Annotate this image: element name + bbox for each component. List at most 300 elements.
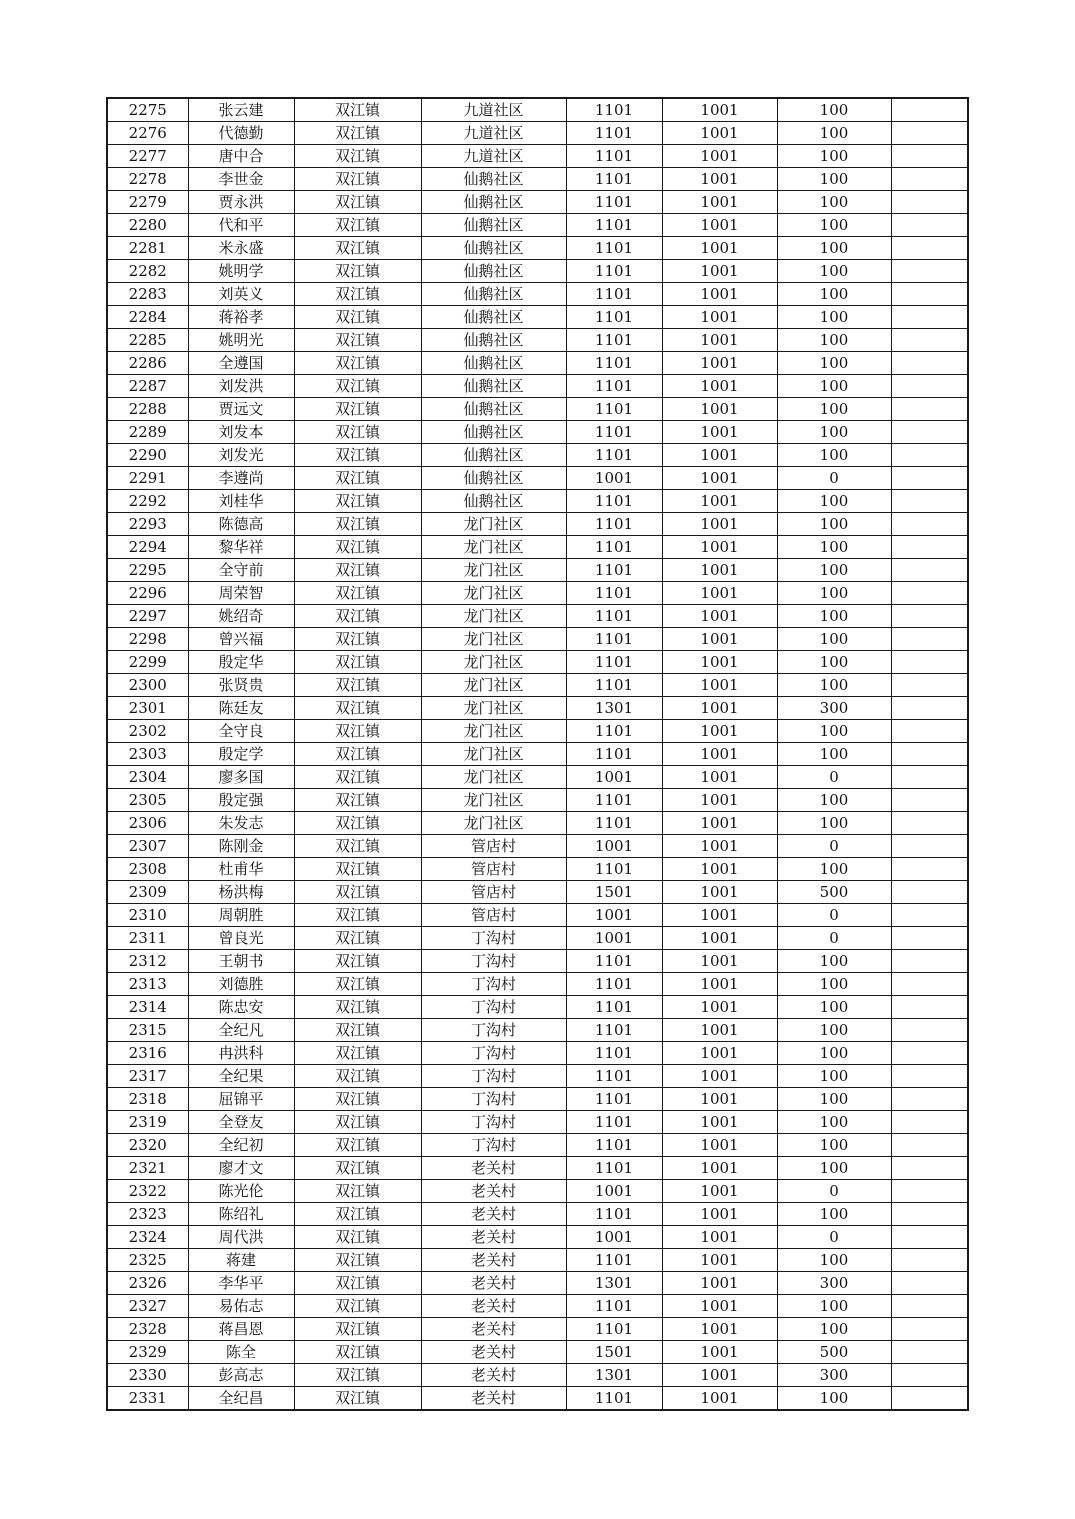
remark-cell	[891, 1111, 968, 1134]
table-row	[107, 904, 968, 927]
town-cell: 双江镇	[294, 1088, 421, 1111]
amount-cell: 100	[777, 1111, 891, 1134]
serial-cell: 2315	[107, 1019, 188, 1042]
amount-cell: 0	[777, 467, 891, 490]
name-cell: 陈廷友	[188, 697, 294, 720]
town-cell: 双江镇	[294, 674, 421, 697]
name-cell: 殷定华	[188, 651, 294, 674]
town-cell: 双江镇	[294, 559, 421, 582]
code-a-cell: 1101	[566, 329, 662, 352]
code-a-cell: 1101	[566, 398, 662, 421]
serial-cell: 2323	[107, 1203, 188, 1226]
amount-cell: 100	[777, 375, 891, 398]
table-row	[107, 812, 968, 835]
code-b-cell: 1001	[662, 743, 777, 766]
remark-cell	[891, 904, 968, 927]
code-b-cell: 1001	[662, 1134, 777, 1157]
amount-cell: 500	[777, 1341, 891, 1364]
name-cell: 全纪凡	[188, 1019, 294, 1042]
town-cell: 双江镇	[294, 283, 421, 306]
amount-cell: 100	[777, 444, 891, 467]
village-cell: 仙鹅社区	[421, 375, 566, 398]
town-cell: 双江镇	[294, 766, 421, 789]
name-cell: 刘桂华	[188, 490, 294, 513]
serial-cell: 2299	[107, 651, 188, 674]
town-cell: 双江镇	[294, 697, 421, 720]
remark-cell	[891, 1203, 968, 1226]
remark-cell	[891, 1157, 968, 1180]
town-cell: 双江镇	[294, 98, 421, 122]
village-cell: 丁沟村	[421, 1134, 566, 1157]
amount-cell: 100	[777, 214, 891, 237]
code-b-cell: 1001	[662, 835, 777, 858]
serial-cell: 2308	[107, 858, 188, 881]
table-row	[107, 1134, 968, 1157]
village-cell: 龙门社区	[421, 766, 566, 789]
serial-cell: 2320	[107, 1134, 188, 1157]
code-a-cell: 1101	[566, 260, 662, 283]
village-cell: 老关村	[421, 1203, 566, 1226]
code-a-cell: 1101	[566, 973, 662, 996]
code-b-cell: 1001	[662, 168, 777, 191]
village-cell: 龙门社区	[421, 697, 566, 720]
serial-cell: 2324	[107, 1226, 188, 1249]
remark-cell	[891, 306, 968, 329]
village-cell: 仙鹅社区	[421, 191, 566, 214]
amount-cell: 100	[777, 398, 891, 421]
serial-cell: 2292	[107, 490, 188, 513]
table-row	[107, 1387, 968, 1411]
code-b-cell: 1001	[662, 766, 777, 789]
name-cell: 陈全	[188, 1341, 294, 1364]
serial-cell: 2285	[107, 329, 188, 352]
code-b-cell: 1001	[662, 1042, 777, 1065]
amount-cell: 0	[777, 1180, 891, 1203]
name-cell: 代和平	[188, 214, 294, 237]
serial-cell: 2328	[107, 1318, 188, 1341]
name-cell: 曾良光	[188, 927, 294, 950]
town-cell: 双江镇	[294, 605, 421, 628]
town-cell: 双江镇	[294, 950, 421, 973]
code-a-cell: 1101	[566, 191, 662, 214]
serial-cell: 2283	[107, 283, 188, 306]
village-cell: 龙门社区	[421, 812, 566, 835]
village-cell: 丁沟村	[421, 950, 566, 973]
code-a-cell: 1101	[566, 214, 662, 237]
code-b-cell: 1001	[662, 145, 777, 168]
serial-cell: 2302	[107, 720, 188, 743]
remark-cell	[891, 214, 968, 237]
code-b-cell: 1001	[662, 1088, 777, 1111]
code-b-cell: 1001	[662, 398, 777, 421]
remark-cell	[891, 1065, 968, 1088]
table-row	[107, 214, 968, 237]
name-cell: 刘发洪	[188, 375, 294, 398]
village-cell: 龙门社区	[421, 605, 566, 628]
remark-cell	[891, 973, 968, 996]
table-row	[107, 1019, 968, 1042]
code-a-cell: 1101	[566, 421, 662, 444]
code-b-cell: 1001	[662, 122, 777, 145]
serial-cell: 2310	[107, 904, 188, 927]
code-b-cell: 1001	[662, 444, 777, 467]
code-b-cell: 1001	[662, 352, 777, 375]
serial-cell: 2276	[107, 122, 188, 145]
table-row	[107, 1180, 968, 1203]
town-cell: 双江镇	[294, 1318, 421, 1341]
town-cell: 双江镇	[294, 191, 421, 214]
name-cell: 唐中合	[188, 145, 294, 168]
remark-cell	[891, 98, 968, 122]
remark-cell	[891, 1387, 968, 1411]
code-a-cell: 1001	[566, 1226, 662, 1249]
serial-cell: 2321	[107, 1157, 188, 1180]
serial-cell: 2295	[107, 559, 188, 582]
name-cell: 陈光伦	[188, 1180, 294, 1203]
remark-cell	[891, 145, 968, 168]
code-a-cell: 1101	[566, 789, 662, 812]
amount-cell: 300	[777, 1364, 891, 1387]
table-row	[107, 98, 968, 122]
amount-cell: 100	[777, 1387, 891, 1411]
code-a-cell: 1001	[566, 467, 662, 490]
name-cell: 易佑志	[188, 1295, 294, 1318]
code-b-cell: 1001	[662, 927, 777, 950]
code-b-cell: 1001	[662, 536, 777, 559]
amount-cell: 0	[777, 904, 891, 927]
village-cell: 九道社区	[421, 98, 566, 122]
serial-cell: 2277	[107, 145, 188, 168]
table-row	[107, 720, 968, 743]
code-b-cell: 1001	[662, 306, 777, 329]
town-cell: 双江镇	[294, 513, 421, 536]
table-row	[107, 444, 968, 467]
code-a-cell: 1101	[566, 1387, 662, 1411]
code-a-cell: 1101	[566, 237, 662, 260]
code-a-cell: 1101	[566, 1249, 662, 1272]
village-cell: 仙鹅社区	[421, 306, 566, 329]
amount-cell: 100	[777, 513, 891, 536]
code-b-cell: 1001	[662, 697, 777, 720]
serial-cell: 2289	[107, 421, 188, 444]
remark-cell	[891, 582, 968, 605]
town-cell: 双江镇	[294, 490, 421, 513]
serial-cell: 2290	[107, 444, 188, 467]
code-a-cell: 1101	[566, 582, 662, 605]
code-a-cell: 1301	[566, 697, 662, 720]
table-row	[107, 283, 968, 306]
name-cell: 陈德高	[188, 513, 294, 536]
name-cell: 全遵国	[188, 352, 294, 375]
code-b-cell: 1001	[662, 1019, 777, 1042]
code-b-cell: 1001	[662, 812, 777, 835]
code-b-cell: 1001	[662, 1111, 777, 1134]
table-row	[107, 1249, 968, 1272]
table-row	[107, 766, 968, 789]
village-cell: 老关村	[421, 1272, 566, 1295]
name-cell: 陈绍礼	[188, 1203, 294, 1226]
table-row	[107, 1203, 968, 1226]
remark-cell	[891, 858, 968, 881]
table-row	[107, 858, 968, 881]
code-a-cell: 1101	[566, 1065, 662, 1088]
table-row	[107, 973, 968, 996]
village-cell: 仙鹅社区	[421, 352, 566, 375]
name-cell: 杨洪梅	[188, 881, 294, 904]
town-cell: 双江镇	[294, 1134, 421, 1157]
name-cell: 殷定强	[188, 789, 294, 812]
amount-cell: 100	[777, 98, 891, 122]
serial-cell: 2322	[107, 1180, 188, 1203]
village-cell: 丁沟村	[421, 1088, 566, 1111]
table-row	[107, 237, 968, 260]
code-a-cell: 1301	[566, 1364, 662, 1387]
code-b-cell: 1001	[662, 1295, 777, 1318]
town-cell: 双江镇	[294, 973, 421, 996]
code-a-cell: 1101	[566, 1042, 662, 1065]
remark-cell	[891, 421, 968, 444]
remark-cell	[891, 1226, 968, 1249]
village-cell: 老关村	[421, 1157, 566, 1180]
data-table	[106, 97, 969, 1411]
town-cell: 双江镇	[294, 858, 421, 881]
serial-cell: 2316	[107, 1042, 188, 1065]
remark-cell	[891, 260, 968, 283]
serial-cell: 2294	[107, 536, 188, 559]
table-row	[107, 927, 968, 950]
serial-cell: 2307	[107, 835, 188, 858]
code-b-cell: 1001	[662, 1180, 777, 1203]
remark-cell	[891, 996, 968, 1019]
village-cell: 老关村	[421, 1249, 566, 1272]
name-cell: 全守前	[188, 559, 294, 582]
code-b-cell: 1001	[662, 904, 777, 927]
serial-cell: 2286	[107, 352, 188, 375]
code-a-cell: 1101	[566, 98, 662, 122]
village-cell: 龙门社区	[421, 559, 566, 582]
serial-cell: 2306	[107, 812, 188, 835]
serial-cell: 2304	[107, 766, 188, 789]
remark-cell	[891, 398, 968, 421]
amount-cell: 300	[777, 697, 891, 720]
amount-cell: 100	[777, 582, 891, 605]
amount-cell: 100	[777, 122, 891, 145]
code-a-cell: 1101	[566, 306, 662, 329]
remark-cell	[891, 444, 968, 467]
name-cell: 米永盛	[188, 237, 294, 260]
remark-cell	[891, 490, 968, 513]
serial-cell: 2275	[107, 98, 188, 122]
code-b-cell: 1001	[662, 881, 777, 904]
remark-cell	[891, 766, 968, 789]
table-row	[107, 1364, 968, 1387]
name-cell: 李华平	[188, 1272, 294, 1295]
village-cell: 老关村	[421, 1364, 566, 1387]
serial-cell: 2317	[107, 1065, 188, 1088]
remark-cell	[891, 237, 968, 260]
amount-cell: 100	[777, 1088, 891, 1111]
name-cell: 李遵尚	[188, 467, 294, 490]
code-a-cell: 1101	[566, 536, 662, 559]
table-row	[107, 191, 968, 214]
village-cell: 龙门社区	[421, 628, 566, 651]
amount-cell: 100	[777, 1042, 891, 1065]
serial-cell: 2301	[107, 697, 188, 720]
town-cell: 双江镇	[294, 1203, 421, 1226]
town-cell: 双江镇	[294, 421, 421, 444]
code-a-cell: 1101	[566, 1203, 662, 1226]
name-cell: 冉洪科	[188, 1042, 294, 1065]
name-cell: 全纪昌	[188, 1387, 294, 1411]
code-a-cell: 1101	[566, 1295, 662, 1318]
serial-cell: 2330	[107, 1364, 188, 1387]
table-body	[107, 98, 968, 1410]
amount-cell: 100	[777, 283, 891, 306]
village-cell: 老关村	[421, 1341, 566, 1364]
village-cell: 丁沟村	[421, 1065, 566, 1088]
code-a-cell: 1101	[566, 812, 662, 835]
name-cell: 廖多国	[188, 766, 294, 789]
amount-cell: 100	[777, 168, 891, 191]
code-a-cell: 1101	[566, 1318, 662, 1341]
serial-cell: 2326	[107, 1272, 188, 1295]
remark-cell	[891, 881, 968, 904]
remark-cell	[891, 743, 968, 766]
code-b-cell: 1001	[662, 858, 777, 881]
name-cell: 全纪初	[188, 1134, 294, 1157]
table-row	[107, 1042, 968, 1065]
code-a-cell: 1101	[566, 651, 662, 674]
amount-cell: 100	[777, 950, 891, 973]
town-cell: 双江镇	[294, 1180, 421, 1203]
code-a-cell: 1101	[566, 628, 662, 651]
code-b-cell: 1001	[662, 421, 777, 444]
town-cell: 双江镇	[294, 1019, 421, 1042]
amount-cell: 100	[777, 490, 891, 513]
name-cell: 朱发志	[188, 812, 294, 835]
amount-cell: 100	[777, 306, 891, 329]
town-cell: 双江镇	[294, 743, 421, 766]
town-cell: 双江镇	[294, 904, 421, 927]
village-cell: 龙门社区	[421, 674, 566, 697]
amount-cell: 100	[777, 352, 891, 375]
code-a-cell: 1101	[566, 950, 662, 973]
amount-cell: 0	[777, 927, 891, 950]
remark-cell	[891, 789, 968, 812]
table-row	[107, 605, 968, 628]
code-a-cell: 1001	[566, 1180, 662, 1203]
serial-cell: 2309	[107, 881, 188, 904]
remark-cell	[891, 674, 968, 697]
village-cell: 丁沟村	[421, 1042, 566, 1065]
code-b-cell: 1001	[662, 559, 777, 582]
town-cell: 双江镇	[294, 329, 421, 352]
amount-cell: 100	[777, 628, 891, 651]
town-cell: 双江镇	[294, 306, 421, 329]
table-row	[107, 1295, 968, 1318]
remark-cell	[891, 1364, 968, 1387]
code-a-cell: 1001	[566, 766, 662, 789]
code-a-cell: 1001	[566, 927, 662, 950]
name-cell: 陈忠安	[188, 996, 294, 1019]
name-cell: 张贤贵	[188, 674, 294, 697]
amount-cell: 500	[777, 881, 891, 904]
table-row	[107, 582, 968, 605]
code-b-cell: 1001	[662, 605, 777, 628]
name-cell: 黎华祥	[188, 536, 294, 559]
code-b-cell: 1001	[662, 375, 777, 398]
amount-cell: 100	[777, 260, 891, 283]
amount-cell: 100	[777, 329, 891, 352]
serial-cell: 2319	[107, 1111, 188, 1134]
remark-cell	[891, 1295, 968, 1318]
town-cell: 双江镇	[294, 237, 421, 260]
town-cell: 双江镇	[294, 1111, 421, 1134]
code-b-cell: 1001	[662, 1065, 777, 1088]
table-row	[107, 536, 968, 559]
code-a-cell: 1101	[566, 1157, 662, 1180]
town-cell: 双江镇	[294, 1272, 421, 1295]
remark-cell	[891, 467, 968, 490]
serial-cell: 2311	[107, 927, 188, 950]
name-cell: 全守良	[188, 720, 294, 743]
amount-cell: 100	[777, 559, 891, 582]
table-row	[107, 352, 968, 375]
amount-cell: 100	[777, 1019, 891, 1042]
serial-cell: 2288	[107, 398, 188, 421]
village-cell: 丁沟村	[421, 1111, 566, 1134]
code-b-cell: 1001	[662, 720, 777, 743]
code-b-cell: 1001	[662, 1157, 777, 1180]
code-b-cell: 1001	[662, 1364, 777, 1387]
code-a-cell: 1101	[566, 1134, 662, 1157]
town-cell: 双江镇	[294, 881, 421, 904]
code-a-cell: 1101	[566, 444, 662, 467]
name-cell: 殷定学	[188, 743, 294, 766]
amount-cell: 100	[777, 605, 891, 628]
town-cell: 双江镇	[294, 1065, 421, 1088]
town-cell: 双江镇	[294, 145, 421, 168]
town-cell: 双江镇	[294, 812, 421, 835]
village-cell: 丁沟村	[421, 927, 566, 950]
serial-cell: 2279	[107, 191, 188, 214]
remark-cell	[891, 651, 968, 674]
remark-cell	[891, 697, 968, 720]
name-cell: 刘发本	[188, 421, 294, 444]
table-row	[107, 996, 968, 1019]
serial-cell: 2312	[107, 950, 188, 973]
code-b-cell: 1001	[662, 467, 777, 490]
town-cell: 双江镇	[294, 835, 421, 858]
name-cell: 姚明光	[188, 329, 294, 352]
amount-cell: 100	[777, 674, 891, 697]
village-cell: 老关村	[421, 1318, 566, 1341]
table-row	[107, 1111, 968, 1134]
table-row	[107, 1065, 968, 1088]
name-cell: 贾永洪	[188, 191, 294, 214]
name-cell: 张云建	[188, 98, 294, 122]
code-b-cell: 1001	[662, 1226, 777, 1249]
code-b-cell: 1001	[662, 582, 777, 605]
town-cell: 双江镇	[294, 1249, 421, 1272]
serial-cell: 2325	[107, 1249, 188, 1272]
serial-cell: 2282	[107, 260, 188, 283]
serial-cell: 2281	[107, 237, 188, 260]
code-b-cell: 1001	[662, 490, 777, 513]
code-b-cell: 1001	[662, 1387, 777, 1411]
remark-cell	[891, 927, 968, 950]
name-cell: 王朝书	[188, 950, 294, 973]
